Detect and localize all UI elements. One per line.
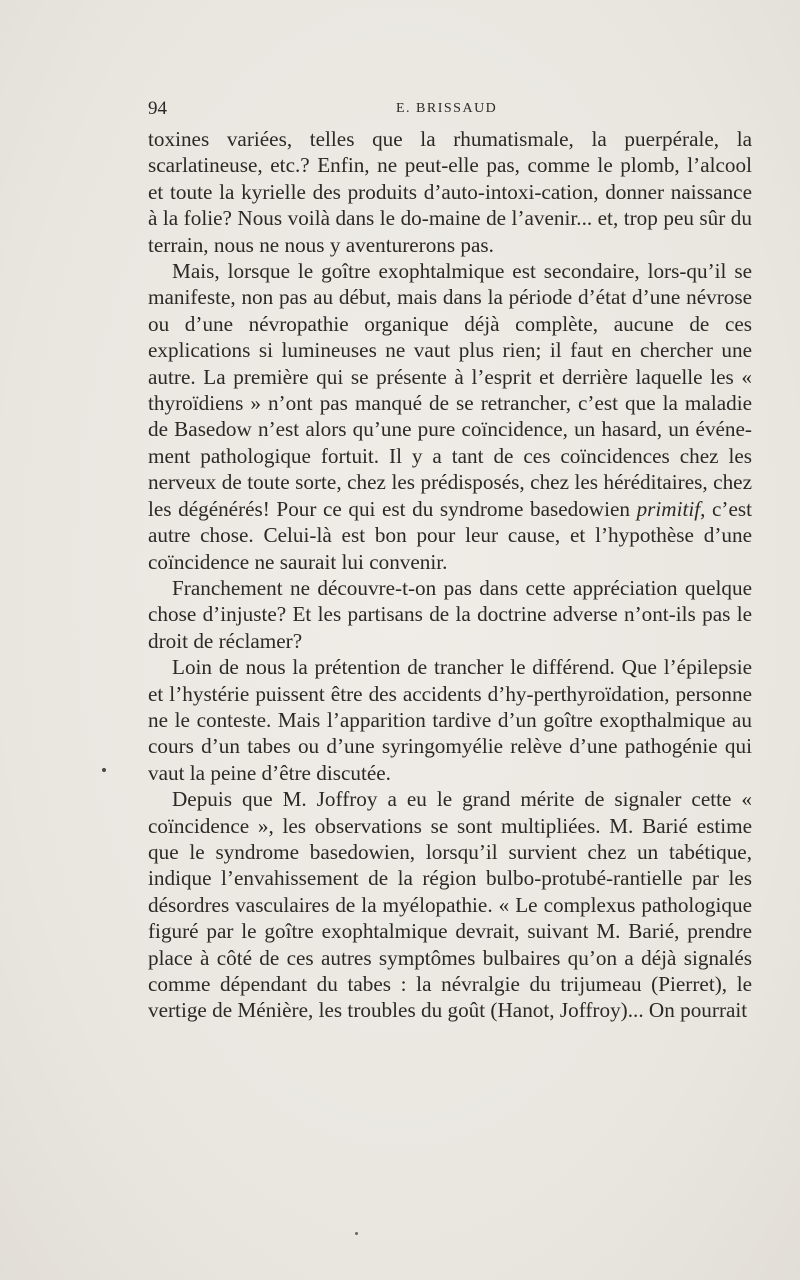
page-header bbox=[148, 98, 752, 122]
page-number: 94 bbox=[148, 98, 167, 119]
paragraph-2-tail: , c’est autre chose. Celui-là est bon pour leur cause, et l’hypothèse d’une coïncidence ne saurait lui convenir. bbox=[148, 496, 752, 574]
body-text bbox=[148, 126, 752, 1024]
paragraph-2 bbox=[148, 258, 752, 575]
emphasis-primitif: primitif bbox=[636, 496, 701, 521]
paragraph-1: toxines variées, telles que la rhumatismale, la puerpérale, la scarlatineuse, etc.? Enfin, ne peut-elle pas, comme le plomb, l’alcool et toute la kyrielle des produits d’auto-intoxi-cation, donner naissance à la folie? Nous voilà dans le do-maine de l’avenir... et, trop peu sûr du terrain, nous ne nous y aventurerons pas. bbox=[148, 127, 752, 257]
margin-mark bbox=[102, 768, 106, 772]
running-head: E. BRISSAUD bbox=[396, 101, 498, 116]
paragraph-3: Franchement ne découvre-t-on pas dans cette appréciation quelque chose d’injuste? Et les partisans de la doctrine adverse n’ont-ils pas le droit de réclamer? bbox=[148, 575, 752, 653]
paper-speck bbox=[355, 1232, 358, 1235]
paragraph-4: Loin de nous la prétention de trancher le différend. Que l’épilepsie et l’hystérie puissent être des accidents d’hy-perthyroïdation, personne ne le conteste. Mais l’apparition tardive d’un goître exopthalmique au cours d’un tabes ou d’une syringomyélie relève d’une pathogénie qui vaut la peine d’être discutée. bbox=[148, 655, 752, 785]
paragraph-2-text: Mais, lorsque le goître exophtalmique est secondaire, lors-qu’il se manifeste, non pas au début, mais dans la période d’état d’une névrose ou d’une névropathie organique déjà complète, aucune de ces explications si lumineuses ne vaut plus rien; il faut en chercher une autre. La première qui se présente à l’esprit et derrière laquelle les « thyroïdiens » n’ont pas manqué de se retrancher, c’est que la maladie de Basedow n’est alors qu’une pure coïncidence, un hasard, un événe-ment pathologique fortuit. Il y a tant de ces coïncidences chez les nerveux de toute sorte, chez les prédisposés, chez les héréditaires, chez les dégénérés! Pour ce qui est du syndrome basedowien bbox=[148, 259, 752, 521]
paragraph-5: Depuis que M. Joffroy a eu le grand mérite de signaler cette « coïncidence », les observations se sont multipliées. M. Barié estime que le syndrome basedowien, lorsqu’il survient chez un tabétique, indique l’envahissement de la région bulbo-protubé-rantielle par les désordres vasculaires de la myélopathie. « Le complexus pathologique figuré par le goître exophtalmique devrait, suivant M. Barié, prendre place à côté de ces autres symptômes bulbaires qu’on a déjà signalés comme dépendant du tabes : la névralgie du trijumeau (Pierret), le vertige de Ménière, les troubles du goût (Hanot, Joffroy)... On pourrait bbox=[148, 787, 752, 1023]
